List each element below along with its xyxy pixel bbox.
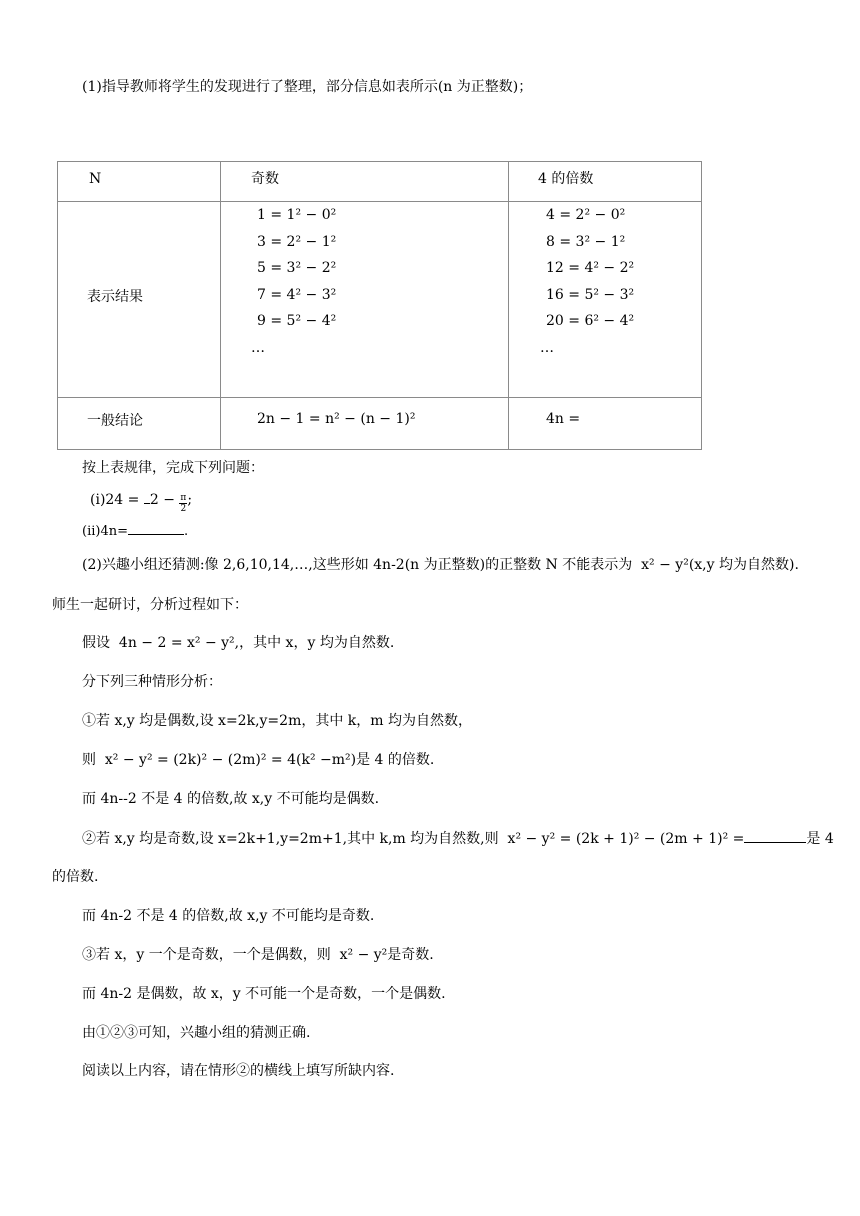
- part2-line1: (2)兴趣小组还猜测:像 2,6,10,14,…,这些形如 4n-2(n 为正整数)的正整数 N 不能表示为 x² − y²(x,y 均为自然数).: [82, 557, 799, 573]
- pi-over-2-fraction: $\frac{\pi}{2}$: [180, 493, 187, 514]
- results-table: [57, 161, 702, 450]
- final-conclusion: 由①②③可知，兴趣小组的猜测正确.: [82, 1025, 311, 1041]
- mult4-result: 16 = 5² − 3²: [546, 286, 635, 303]
- mult4-conclusion: 4n =: [509, 398, 702, 450]
- header-n: N: [58, 162, 221, 202]
- question-i: (i)24 = 2 − $\frac{\pi}{2}$ ;: [90, 492, 193, 514]
- mult4-result: 8 = 3² − 1²: [546, 233, 626, 250]
- case3-conclusion: 而 4n-2 是偶数，故 x，y 不可能一个是奇数，一个是偶数.: [82, 986, 446, 1002]
- odd-result: 9 = 5² − 4²: [257, 313, 337, 329]
- case2-conclusion: 而 4n-2 不是 4 的倍数,故 x,y 不可能均是奇数.: [82, 908, 375, 924]
- odd-result: 3 = 2² − 1²: [257, 233, 337, 250]
- instructions: 按上表规律，完成下列问题：: [82, 460, 264, 476]
- header-mult4: 4 的倍数: [509, 162, 702, 202]
- mult4-result: 4 = 2² − 0²: [546, 207, 626, 223]
- answer-blank-case2: [744, 842, 806, 843]
- odd-result: …: [251, 339, 265, 356]
- answer-blank-ii: [128, 534, 184, 535]
- odd-results-cell: [221, 202, 509, 398]
- part2-line2: 师生一起研讨，分析过程如下：: [52, 597, 248, 613]
- header-odd: 奇数: [221, 162, 509, 202]
- row-label-conclusion: 一般结论: [58, 398, 221, 450]
- mult4-result: 20 = 6² − 4²: [546, 313, 635, 329]
- odd-result: 1 = 1² − 0²: [257, 207, 337, 223]
- odd-conclusion: 2n − 1 = n² − (n − 1)²: [221, 398, 509, 450]
- odd-result: 5 = 3² − 2²: [257, 260, 337, 276]
- mult4-result: 12 = 4² − 2²: [546, 260, 635, 276]
- mult4-results-cell: [509, 202, 702, 398]
- odd-results-list: [221, 202, 508, 361]
- odd-result: 7 = 4² − 3²: [257, 286, 337, 303]
- case3: ③若 x，y 一个是奇数，一个是偶数，则 x² − y²是奇数.: [82, 947, 434, 963]
- mult4-results-list: [509, 202, 701, 361]
- case1-then: 则 x² − y² = (2k)² − (2m)² = 4(k² −m²)是 4 的倍数.: [82, 752, 435, 768]
- case2-continued: 的倍数.: [52, 869, 99, 885]
- intro-text: (1)指导教师将学生的发现进行了整理，部分信息如表所示(n 为正整数)；: [82, 79, 533, 95]
- cases-intro: 分下列三种情形分析：: [82, 674, 222, 690]
- question-ii: (ii)4n= .: [82, 524, 189, 539]
- mult4-result: …: [540, 339, 554, 356]
- task-instruction: 阅读以上内容，请在情形②的横线上填写所缺内容.: [82, 1063, 395, 1079]
- assumption: 假设 4n − 2 = x² − y²,，其中 x，y 均为自然数.: [82, 635, 395, 651]
- case2: ②若 x,y 均是奇数,设 x=2k+1,y=2m+1,其中 k,m 均为自然数,则 x² − y² = (2k + 1)² − (2m + 1)² = 是 4: [82, 831, 834, 847]
- row-label-results: 表示结果: [58, 202, 221, 398]
- case1: ①若 x,y 均是偶数,设 x=2k,y=2m，其中 k，m 均为自然数，: [82, 713, 473, 729]
- case1-conclusion: 而 4n--2 不是 4 的倍数,故 x,y 不可能均是偶数.: [82, 791, 380, 807]
